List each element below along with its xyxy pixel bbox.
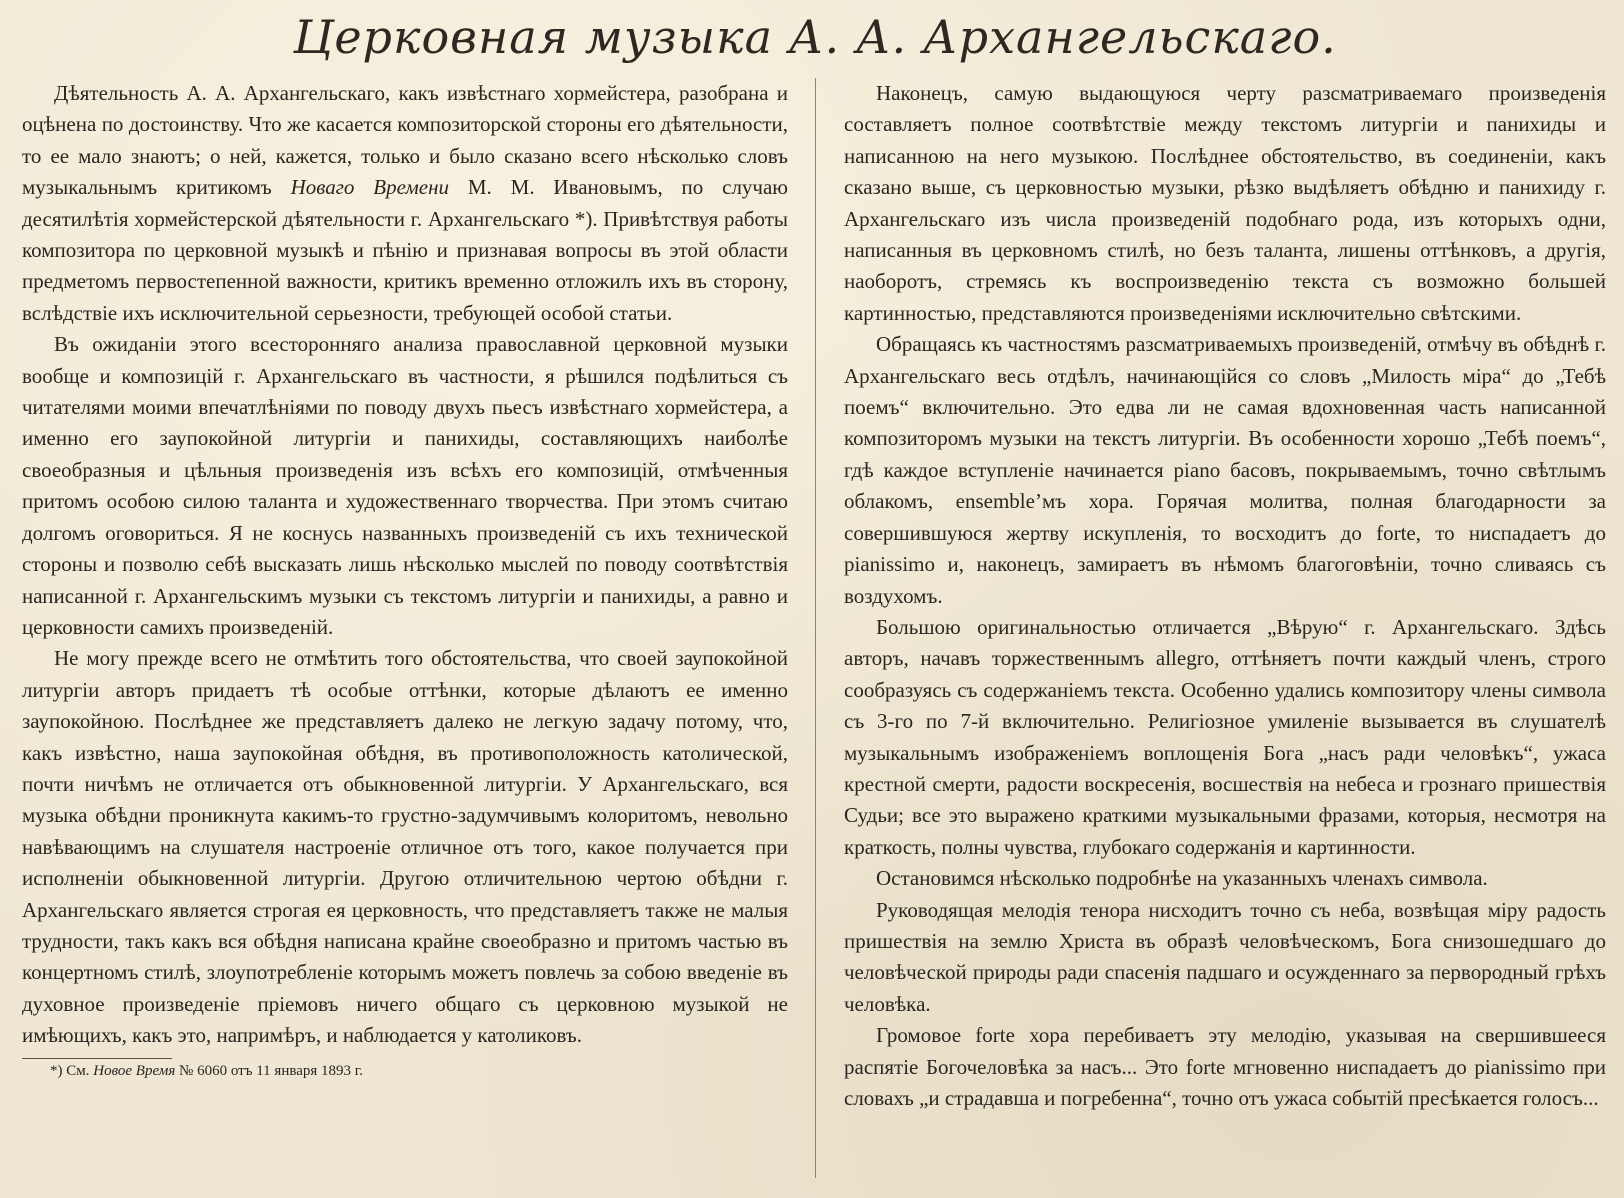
left-column (22, 78, 794, 1178)
article-columns (22, 78, 1608, 1178)
paragraph: Обращаясь къ частностямъ разсматриваемыхъ произведеній, отмѣчу въ обѣднѣ г. Архангельскаго весь отдѣлъ, начинающійся со словъ „Милость міра“ до „Тебѣ поемъ“ включительно. Это едва ли не самая вдохновенная часть написанной композиторомъ музыки на текстъ литургіи. Въ особенности хорошо „Тебѣ поемъ“, гдѣ каждое вступленіе начинается piano басовъ, покрываемымъ, точно свѣтлымъ облакомъ, ensemble’мъ хора. Горячая молитва, полная благодарности за совершившуюся жертву искупленія, то восходитъ до forte, то ниспадаетъ до pianissimo и, наконецъ, замираетъ въ нѣмомъ благоговѣніи, точно сливаясь съ воздухомъ. (844, 332, 1606, 608)
article-title: Церковная музыка А. А. Архангельскаго. (293, 10, 1337, 64)
paragraph: Наконецъ, самую выдающуюся черту разсматриваемаго произведенія составляетъ полное соотвѣтствіе между текстомъ литургіи и панихиды и написанною на него музыкою. Послѣднее обстоятельство, въ соединеніи, какъ сказано выше, съ церковностью музыки, рѣзко выдѣляетъ обѣдню и панихиду г. Архангельскаго изъ числа произведеній подобнаго рода, изъ которыхъ одни, написанныя въ церковномъ стилѣ, но безъ таланта, лишены оттѣнковъ, а другія, наоборотъ, стремясь къ воспроизведенію текста съ возможно большей картинностью, представляются произведеніями исключительно свѣтскими. (844, 81, 1606, 325)
publication-name: Новаго Времени (290, 175, 450, 200)
footnote (22, 1061, 788, 1081)
footnote-rule (22, 1058, 172, 1059)
paragraph: Не могу прежде всего не отмѣтить того обстоятельства, что своей заупокойной литургіи авторъ придаетъ тѣ особые оттѣнки, которые дѣлаютъ ее именно заупокойною. Послѣднее же представляетъ далеко не легкую задачу потому, что, какъ извѣстно, наша заупокойная обѣдня, въ противоположность католической, почти ничѣмъ не отличается отъ обыкновенной литургіи. У Архангельскаго, вся музыка обѣдни проникнута какимъ-то грустно-задумчивымъ колоритомъ, невольно навѣвающимъ на слушателя настроеніе отличное отъ того, какое получается при исполненіи обыкновенной литургіи. Другою отличительною чертою обѣдни г. Архангельскаго является строгая ея церковность, что представляетъ также не малыя трудности, такъ какъ вся обѣдня написана крайне своеобразно и притомъ частью въ концертномъ стилѣ, злоупотребленіе которымъ можетъ повлечь за собою введеніе въ духовное произведеніе пріемовъ ничего общаго съ церковною музыкой не имѣющихъ, какъ это, напримѣръ, и наблюдается у католиковъ. (22, 646, 788, 1048)
column-divider (815, 78, 816, 1178)
paragraph-text: М. М. Ивановымъ, по случаю десятилѣтія хормейстерской дѣятельности г. Архангельскаго *). Привѣтствуя работы композитора по церковной музыкѣ и пѣнію и признавая вопросы въ этой области предметомъ первостепенной важности, критикъ временно отложилъ ихъ въ сторону, вслѣдствіе ихъ исключительной серьезности, требующей особой статьи. (22, 175, 788, 325)
footnote-text: № 6060 отъ 11 января 1893 г. (179, 1062, 363, 1079)
footnote-text: *) См. (50, 1062, 90, 1079)
right-column (836, 78, 1608, 1178)
paragraph: Громовое forte хора перебиваетъ эту мелодію, указывая на свершившееся распятіе Богочеловѣка за насъ... Это forte мгновенно ниспадаетъ до pianissimo при словахъ „и страдавша и погребенна“, точно отъ ужаса событій пресѣкается голосъ... (844, 1023, 1606, 1110)
footnote-publication: Новое Время (93, 1062, 176, 1079)
paragraph: Остановимся нѣсколько подробнѣе на указанныхъ членахъ символа. (876, 866, 1488, 891)
paragraph: Въ ожиданіи этого всесторонняго анализа православной церковной музыки вообще и композицій г. Архангельскаго въ частности, я рѣшился подѣлиться съ читателями моими впечатлѣніями по поводу двухъ пьесъ извѣстнаго хормейстера, а именно его заупокойной литургіи и панихиды, составляющихъ наиболѣе своеобразныя и цѣльныя произведенія изъ всѣхъ его композицій, отмѣченныя притомъ особою силою таланта и художественнаго творчества. При этомъ считаю долгомъ оговориться. Я не коснусь названныхъ произведеній съ ихъ технической стороны и позволю себѣ высказать лишь нѣсколько мыслей по поводу соотвѣтствія написанной г. Архангельскимъ музыки съ текстомъ литургіи и панихиды, а равно и церковности самихъ произведеній. (22, 332, 788, 639)
paragraph-text: Дѣятельность А. А. Архангельскаго, какъ извѣстнаго хормейстера, разобрана и оцѣнена по достоинству. Что же касается композиторской стороны его дѣятельности, то ее мало знаютъ; о ней, кажется, только и было сказано всего нѣсколько словъ музыкальнымъ критикомъ (22, 81, 788, 200)
paragraph (22, 78, 788, 329)
paragraph: Руководящая мелодія тенора нисходитъ точно съ неба, возвѣщая міру радость пришествія на землю Христа въ образѣ человѣческомъ, Бога снизошедшаго до человѣческой природы ради спасенія падшаго и осужденнаго за первородный грѣхъ человѣка. (844, 897, 1606, 1016)
paragraph: Большою оригинальностью отличается „Вѣрую“ г. Архангельскаго. Здѣсь авторъ, начавъ торжественнымъ allegro, оттѣняетъ почти каждый членъ, строго сообразуясь съ содержаніемъ текста. Особенно удались композитору члены символа съ 3-го по 7-й включительно. Религіозное умиленіе вызывается въ слушателѣ музыкальнымъ изображеніемъ воплощенія Бога „насъ ради человѣкъ“, ужаса крестной смерти, радости воскресенія, восшествія на небеса и грознаго пришествія Судьи; все это выражено краткими музыкальными фразами, которыя, несмотря на краткость, полны чувства, глубокаго содержанія и картинности. (844, 614, 1606, 859)
